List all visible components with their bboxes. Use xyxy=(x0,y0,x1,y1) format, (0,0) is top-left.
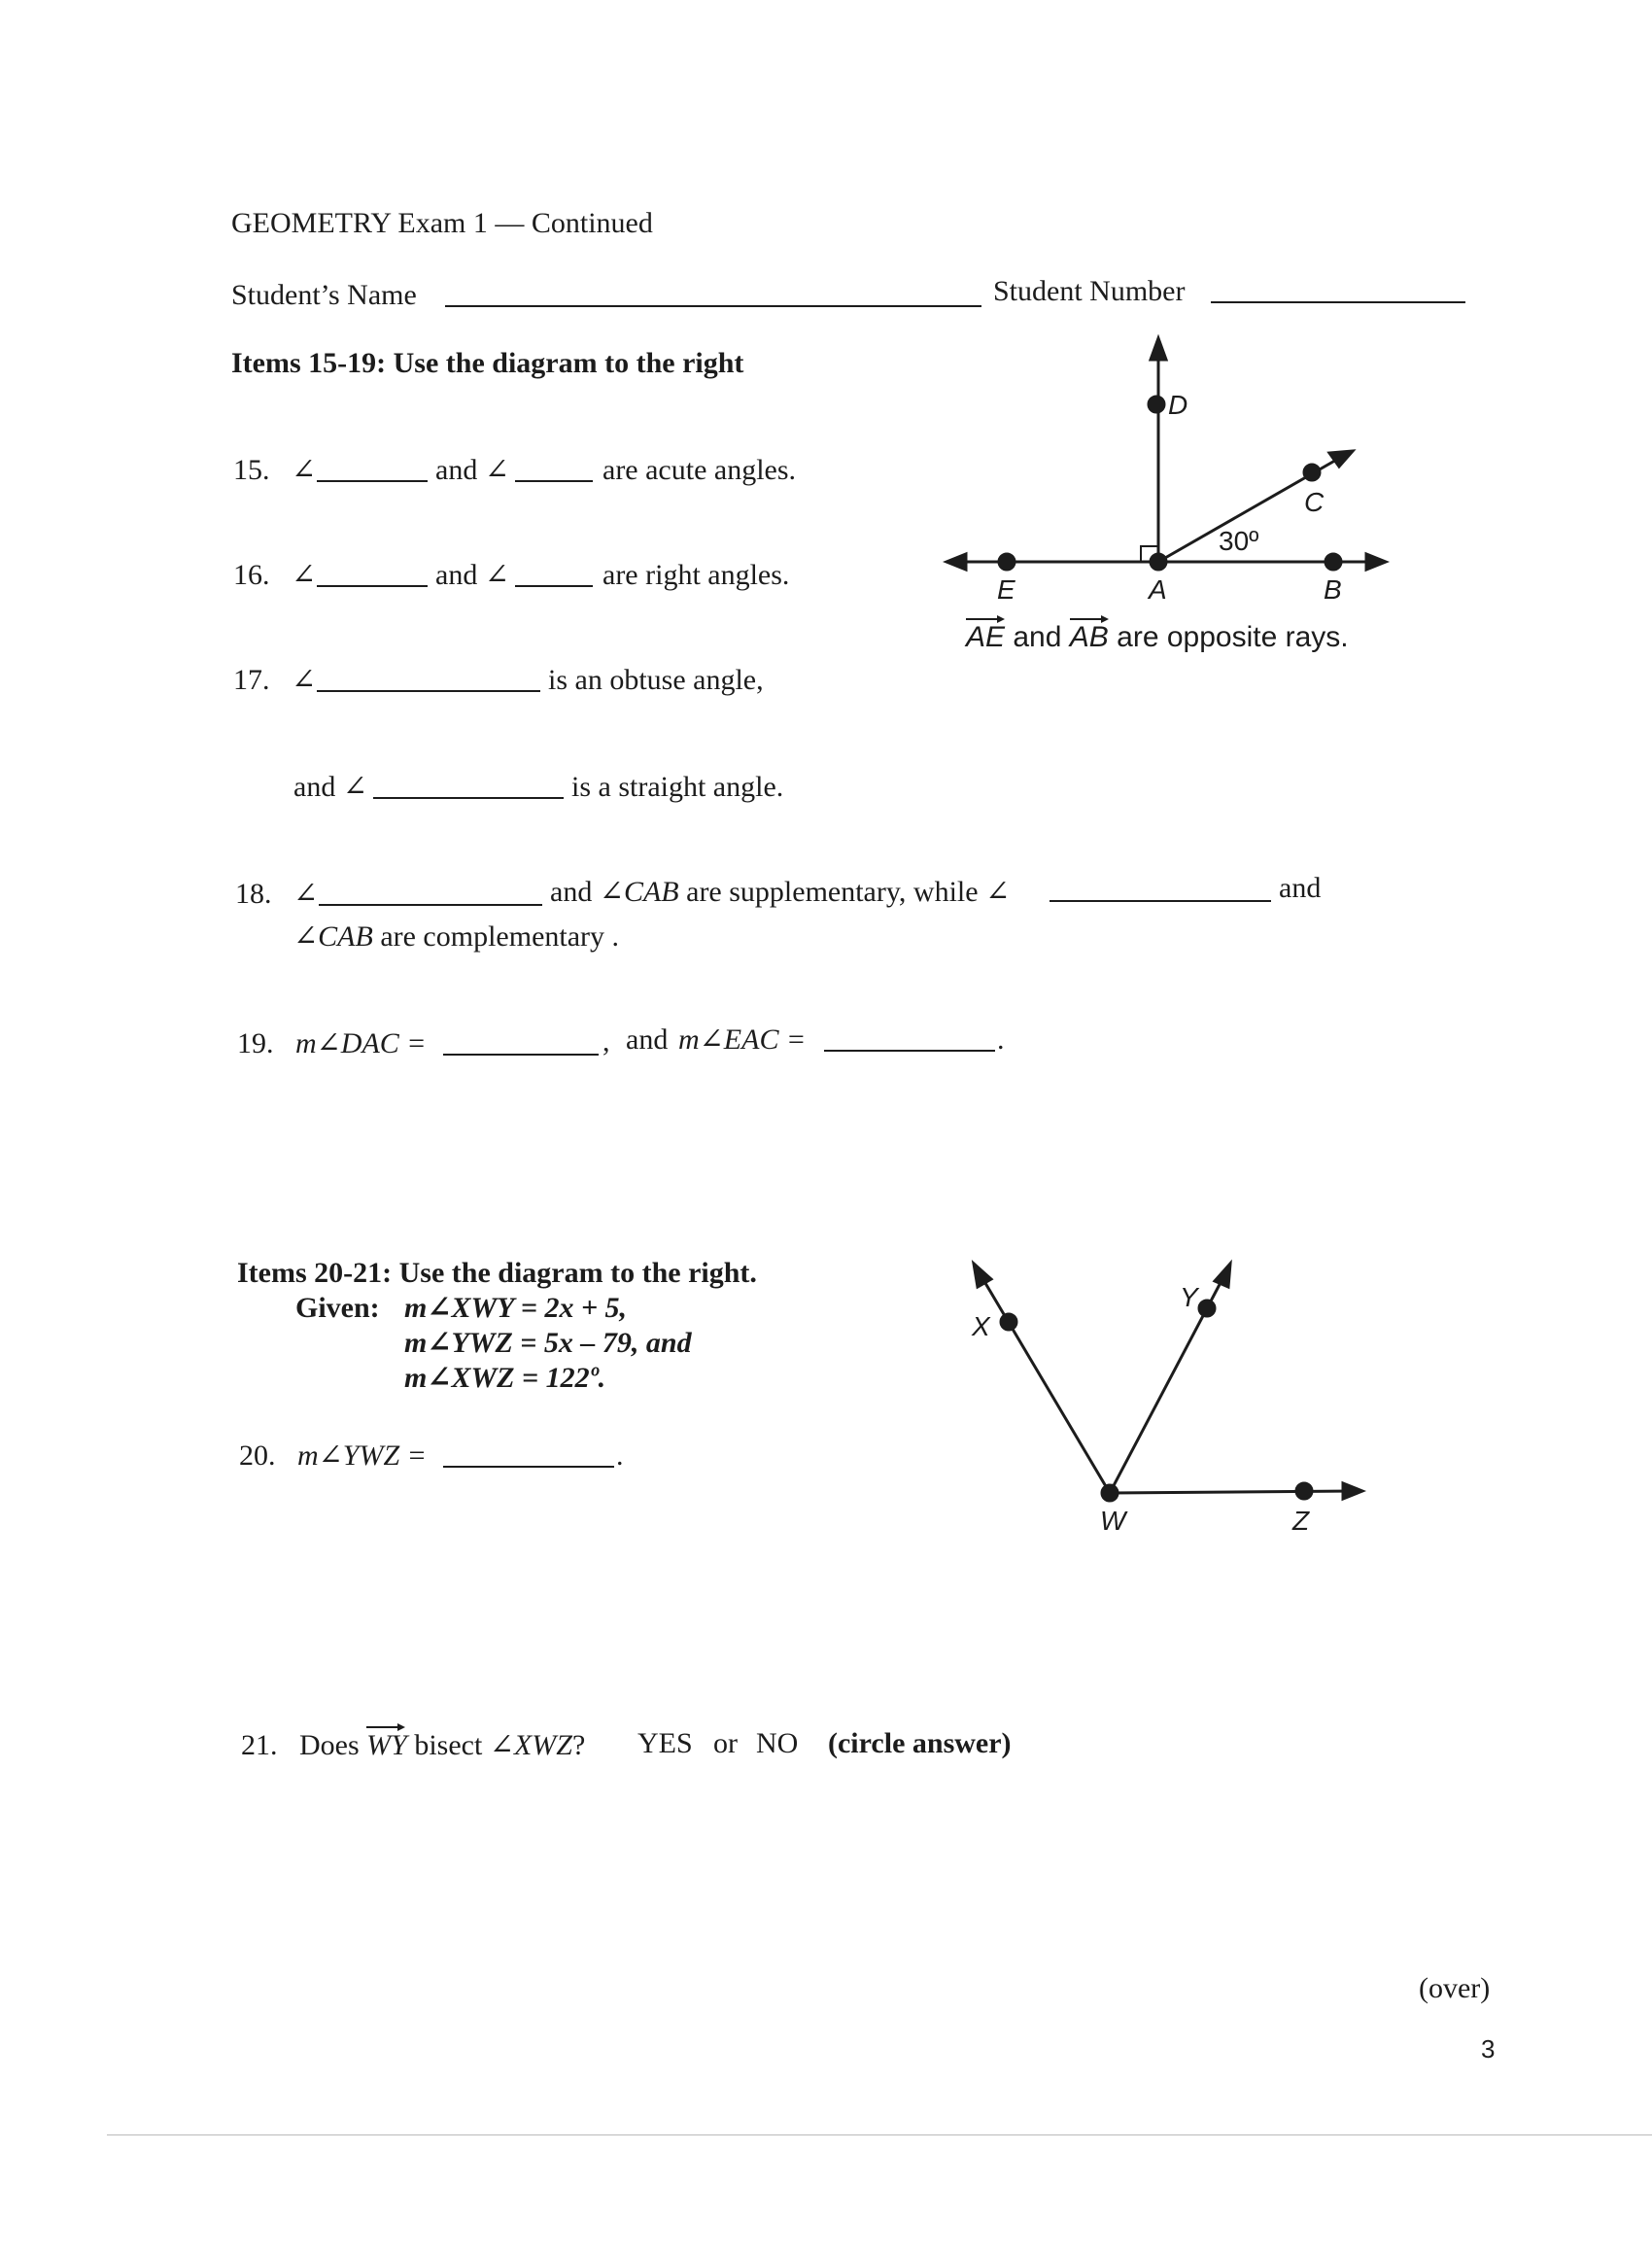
q16-angle-symbol: ∠ xyxy=(292,559,317,591)
section2-heading: Items 20-21: Use the diagram to the right. xyxy=(237,1257,757,1289)
q18-answer-2[interactable] xyxy=(1050,900,1271,902)
section1-heading: Items 15-19: Use the diagram to the right xyxy=(231,347,744,379)
given-3: m∠XWZ = 122º. xyxy=(404,1362,606,1394)
q16-number: 16. xyxy=(233,559,270,591)
arrowhead-y xyxy=(1215,1264,1230,1287)
point-d xyxy=(1149,397,1164,412)
q20-answer[interactable] xyxy=(443,1466,614,1468)
q17-angle-symbol: ∠ xyxy=(292,664,317,696)
q18-middle: and ∠CAB are supplementary, while ∠ xyxy=(550,876,1011,908)
q21-number: 21. xyxy=(241,1729,278,1761)
point-z xyxy=(1296,1483,1312,1499)
point-y xyxy=(1199,1301,1215,1316)
q17-text-2: is a straight angle. xyxy=(571,771,784,803)
q16-text: are right angles. xyxy=(602,559,790,591)
student-name-field[interactable] xyxy=(445,305,981,307)
angle-label-30: 30º xyxy=(1219,526,1259,556)
q17-and: and ∠ xyxy=(293,771,367,803)
point-b xyxy=(1325,554,1341,570)
q18-angle-symbol: ∠ xyxy=(293,878,319,910)
q18-and: and xyxy=(1279,872,1322,904)
ray-ab-notation: AB xyxy=(1070,620,1109,655)
q19-answer-1[interactable] xyxy=(443,1054,599,1056)
ray-wy-notation: WY xyxy=(366,1728,407,1763)
q16-answer-1[interactable] xyxy=(317,585,428,587)
q15-answer-1[interactable] xyxy=(317,480,428,482)
q19-measure-eac: m∠EAC = xyxy=(678,1023,807,1056)
label-d: D xyxy=(1168,390,1188,420)
page-number: 3 xyxy=(1481,2034,1496,2064)
label-e: E xyxy=(997,574,1015,605)
arrowhead-c xyxy=(1329,451,1353,467)
label-y: Y xyxy=(1180,1282,1198,1312)
given-2: m∠YWZ = 5x – 79, and xyxy=(404,1327,692,1359)
point-x xyxy=(1001,1314,1016,1330)
q19-answer-2[interactable] xyxy=(824,1050,995,1052)
q15-answer-2[interactable] xyxy=(515,480,593,482)
q20-number: 20. xyxy=(239,1440,276,1472)
arrowhead-up xyxy=(1151,338,1166,360)
student-number-field[interactable] xyxy=(1211,301,1465,303)
given-label: Given: xyxy=(295,1292,380,1324)
arrowhead-x xyxy=(974,1264,991,1287)
q19-period: . xyxy=(997,1023,1005,1056)
q17-answer-2[interactable] xyxy=(373,797,564,799)
label-w: W xyxy=(1100,1506,1126,1536)
student-number-label: Student Number xyxy=(993,275,1186,307)
ray-ae-notation: AE xyxy=(966,620,1005,655)
point-w xyxy=(1102,1485,1118,1501)
scan-edge-line xyxy=(107,2134,1652,2135)
q16-answer-2[interactable] xyxy=(515,585,593,587)
q15-angle-symbol: ∠ xyxy=(292,454,317,486)
point-c xyxy=(1304,465,1320,480)
given-1: m∠XWY = 2x + 5, xyxy=(404,1292,628,1324)
q18-number: 18. xyxy=(235,878,272,910)
q17-answer-1[interactable] xyxy=(317,690,540,692)
q15-number: 15. xyxy=(233,454,270,486)
label-c: C xyxy=(1304,487,1325,517)
q17-text: is an obtuse angle, xyxy=(548,664,764,696)
diagram-angle-xwz xyxy=(952,1254,1380,1545)
q19-comma: , xyxy=(602,1025,610,1058)
q18-answer-1[interactable] xyxy=(319,904,542,906)
q16-and: and ∠ xyxy=(435,559,509,591)
over-note: (over) xyxy=(1419,1972,1491,2004)
q21-or: or xyxy=(713,1727,738,1759)
q21-yes-option[interactable]: YES xyxy=(637,1727,693,1759)
ray-wx xyxy=(980,1273,1110,1493)
q21-no-option[interactable]: NO xyxy=(756,1727,799,1759)
q15-text: are acute angles. xyxy=(602,454,797,486)
q19-and: and xyxy=(626,1023,669,1056)
point-e xyxy=(999,554,1015,570)
label-a: A xyxy=(1149,574,1167,605)
q21-question: Does WY bisect ∠XWZ? xyxy=(299,1728,585,1763)
label-x: X xyxy=(972,1311,990,1341)
diagram1-caption: AE and AB are opposite rays. xyxy=(966,620,1349,655)
q19-measure-dac: m∠DAC = xyxy=(295,1027,427,1059)
arrowhead-left xyxy=(946,554,966,570)
q19-number: 19. xyxy=(237,1027,274,1059)
label-b: B xyxy=(1324,574,1342,605)
q21-instruction: (circle answer) xyxy=(828,1727,1012,1759)
q15-and: and ∠ xyxy=(435,454,509,486)
student-name-label: Student’s Name xyxy=(231,279,417,311)
point-a xyxy=(1151,554,1166,570)
q20-period: . xyxy=(616,1440,624,1472)
q18-line-2: ∠CAB are complementary . xyxy=(293,920,620,953)
q20-measure-ywz: m∠YWZ = xyxy=(297,1440,427,1472)
arrowhead-z xyxy=(1343,1483,1362,1499)
q17-number: 17. xyxy=(233,664,270,696)
exam-title: GEOMETRY Exam 1 — Continued xyxy=(231,207,653,239)
label-z: Z xyxy=(1292,1506,1310,1536)
ray-wz xyxy=(1110,1491,1355,1493)
arrowhead-right xyxy=(1366,554,1386,570)
